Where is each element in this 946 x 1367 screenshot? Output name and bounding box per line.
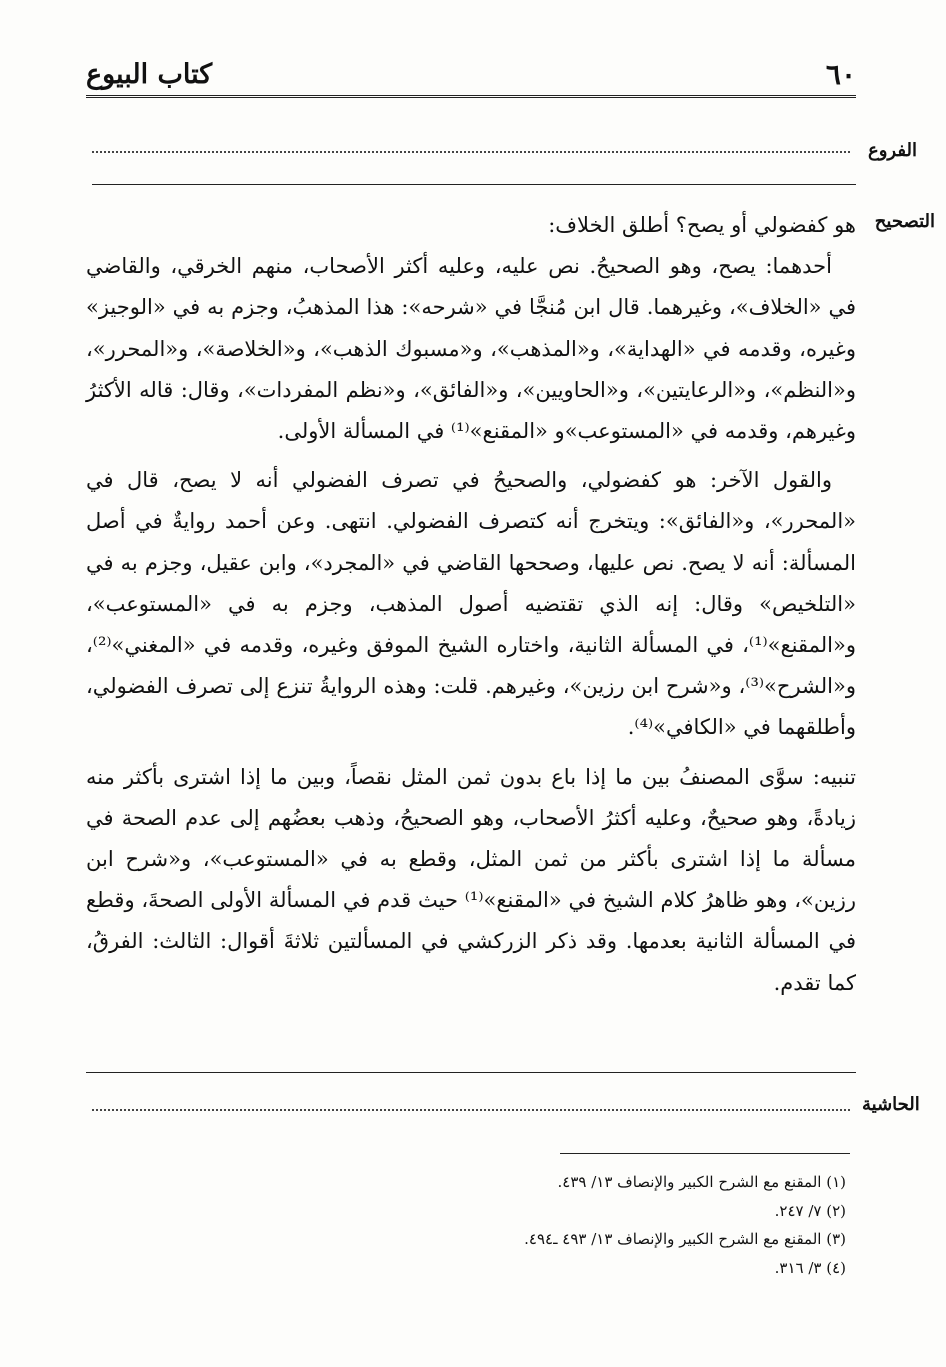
header-rule — [86, 95, 856, 98]
footnote-2: (٢) ٧/ ٢٤٧. — [774, 1201, 846, 1220]
paragraph-first-opinion: أحدهما: يصح، وهو الصحيحُ. نص عليه، وعليه أكثر الأصحاب، منهم الخرقي، والقاضي في «الخلاف»، وغيرهما. قال ابن مُنجَّا في «شرحه»: هذا المذهبُ، وجزم به في «الوجيز» وغيره، وقدمه في «الهداية»، و«المذهب»، و«مسبوك الذهب»، و«الخلاصة»، و«المحرر»، و«النظم»، و«الرعايتين»، و«الحاويين»، و«الفائق»، و«نظم المفردات»، وقال: قاله الأكثرُ وغيرهم، وقدمه في «المستوعب»و «المقنع»⁽¹⁾ في المسألة الأولى. — [86, 254, 856, 444]
page-header — [86, 58, 856, 92]
footnotes — [86, 1168, 856, 1282]
paragraph-note: تنبيه: سوَّى المصنفُ بين ما إذا باع بدون ثمن المثل نقصاً، وبين ما إذا اشترى بأكثر منه زيادةً، وهو صحيحٌ، وعليه أكثرُ الأصحاب، وهو الصحيحُ، وذهب بعضُهم إلى عدم الصحة في مسألة ما إذا اشترى بأكثر من ثمن المثل، وقطع به في «المستوعب»، و«شرح ابن رزين»، وهو ظاهرُ كلام الشيخ في «المقنع»⁽¹⁾ حيث قدم في المسألة الأولى الصحةَ، وقطع في المسألة الثانية بعدمها. وقد ذكر الزركشي في المسألتين ثلاثةَ أقوال: الثالث: الفرقُ، كما تقدم. — [86, 764, 856, 995]
running-title: كتاب البيوع — [86, 59, 213, 90]
footnote-4: (٤) ٣/ ٣١٦. — [774, 1258, 846, 1277]
body-end-rule — [86, 1072, 856, 1073]
hashiya-dotted-line — [92, 1109, 850, 1111]
paragraph-intro: هو كفضولي أو يصح؟ أطلق الخلاف: — [548, 213, 856, 237]
furu-dotted-line — [92, 151, 850, 153]
hashiya-label: الحاشية — [862, 1094, 920, 1115]
footnote-1: (١) المقنع مع الشرح الكبير والإنصاف ١٣/ ٤٣٩. — [557, 1173, 846, 1191]
tashih-label: التصحيح — [874, 211, 935, 232]
footnote-3: (٣) المقنع مع الشرح الكبير والإنصاف ١٣/ ٤٩٣ ـ٤٩٤. — [524, 1230, 846, 1248]
furu-rule — [92, 184, 856, 185]
paragraph-second-opinion: والقول الآخر: هو كفضولي، والصحيحُ في تصرف الفضولي أنه لا يصح، قال في «المحرر»، و«الفائق»: ويتخرج أنه كتصرف الفضولي. انتهى. وعن أحمد روايةٌ في أصل المسألة: أنه لا يصح. نص عليها، وصححها القاضي في «المجرد»، وابن عقيل، وجزم به في «التلخيص» وقال: إنه الذي تقتضيه أصول المذهب، وجزم به في «المستوعب»، و«المقنع»⁽¹⁾، في المسألة الثانية، واختاره الشيخ الموفق وغيره، وقدمه في «المغني»⁽²⁾، و«الشرح»⁽³⁾، و«شرح ابن رزين»، وغيرهم. قلت: وهذه الروايةُ تنزع إلى تصرف الفضولي، وأطلقهما في «الكافي»⁽⁴⁾. — [86, 468, 857, 740]
main-text — [86, 205, 856, 1004]
page-number: ٦٠ — [825, 58, 856, 91]
footnote-separator — [560, 1153, 850, 1154]
furu-label: الفروع — [868, 140, 917, 161]
